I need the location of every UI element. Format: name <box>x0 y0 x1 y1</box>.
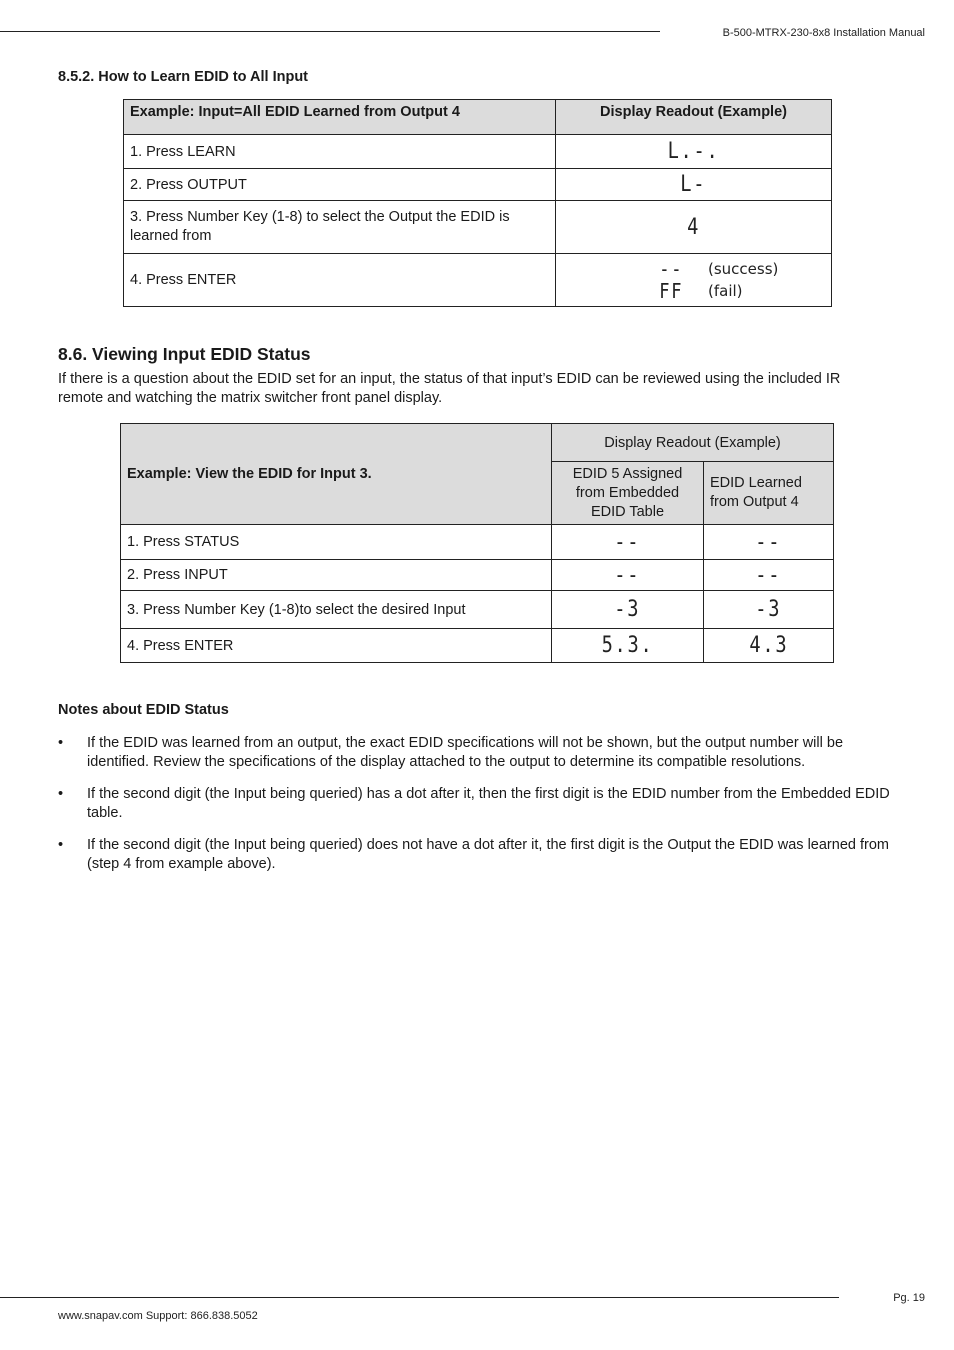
learn-table-col1-header: Example: Input=All EDID Learned from Output 4 <box>124 100 556 135</box>
note-text: If the second digit (the Input being queried) has a dot after it, then the first digit is the EDID number from the Embedded EDID table. <box>87 786 890 821</box>
display-readout: -- <box>755 529 782 555</box>
bullet-icon: • <box>58 837 64 853</box>
section-852-title: 8.5.2. How to Learn EDID to All Input <box>58 69 309 85</box>
table-row <box>121 525 834 560</box>
status-table-group-header: Display Readout (Example) <box>552 424 834 462</box>
section-86-title: 8.6. Viewing Input EDID Status <box>58 344 311 364</box>
learn-edid-table <box>123 99 832 307</box>
display-readout: L- <box>680 172 707 197</box>
footer-rule <box>0 1297 839 1298</box>
display-readout: -3 <box>755 597 782 622</box>
step-cell: 2. Press INPUT <box>121 560 552 591</box>
status-table-col1-header: Example: View the EDID for Input 3. <box>121 424 552 525</box>
manual-title: B-500-MTRX-230-8x8 Installation Manual <box>722 27 925 39</box>
notes-list <box>58 734 890 887</box>
bullet-icon: • <box>58 786 64 802</box>
step-cell: 4. Press ENTER <box>121 629 552 663</box>
step-cell: 2. Press OUTPUT <box>124 169 556 201</box>
display-readout: 4 <box>687 214 700 240</box>
display-readout: -3 <box>614 597 641 622</box>
bullet-icon: • <box>58 735 64 751</box>
notes-title: Notes about EDID Status <box>58 702 229 718</box>
step-cell: 4. Press ENTER <box>124 254 556 307</box>
page-number: Pg. 19 <box>893 1292 925 1304</box>
edid-status-table <box>120 423 834 663</box>
step-cell: 3. Press Number Key (1-8) to select the Output the EDID is learned from <box>124 201 556 254</box>
table-row <box>124 135 832 169</box>
display-readout: 4.3 <box>749 633 788 658</box>
learn-table-col2-header: Display Readout (Example) <box>556 100 832 135</box>
fail-label: (fail) <box>708 282 743 300</box>
note-text: If the EDID was learned from an output, the exact EDID specifications will not be shown, but the output number will be identified. Review the specifications of the display attached to the output to determine its compatible resolutions. <box>87 735 844 770</box>
table-row <box>124 201 832 254</box>
display-readout-success: -- <box>659 257 684 281</box>
display-readout-fail: FF <box>659 279 684 303</box>
list-item <box>58 734 890 772</box>
display-readout: -- <box>755 562 782 588</box>
table-row <box>124 254 832 307</box>
table-row <box>121 629 834 663</box>
status-table-subheader-learned: EDID Learned from Output 4 <box>704 462 834 525</box>
display-readout: L.-. <box>667 139 720 164</box>
header-rule <box>0 31 660 32</box>
display-readout: -- <box>614 529 641 555</box>
success-label: (success) <box>708 260 779 278</box>
table-row <box>121 560 834 591</box>
display-readout: -- <box>614 562 641 588</box>
display-readout: 5.3. <box>601 633 654 658</box>
table-row <box>124 169 832 201</box>
note-text: If the second digit (the Input being queried) does not have a dot after it, the first digit is the Output the EDID was learned from (step 4 from example above). <box>87 837 889 872</box>
step-cell: 1. Press LEARN <box>124 135 556 169</box>
list-item <box>58 785 890 823</box>
section-86-intro: If there is a question about the EDID set for an input, the status of that input’s EDID can be reviewed using the included IR remote and watching the matrix switcher front panel display. <box>58 371 841 406</box>
step-cell: 1. Press STATUS <box>121 525 552 560</box>
status-table-subheader-embedded: EDID 5 Assigned from Embedded EDID Table <box>552 462 704 525</box>
step-cell: 3. Press Number Key (1-8)to select the desired Input <box>121 591 552 629</box>
footer-contact: www.snapav.com Support: 866.838.5052 <box>58 1310 258 1322</box>
table-row <box>121 591 834 629</box>
list-item <box>58 836 890 874</box>
